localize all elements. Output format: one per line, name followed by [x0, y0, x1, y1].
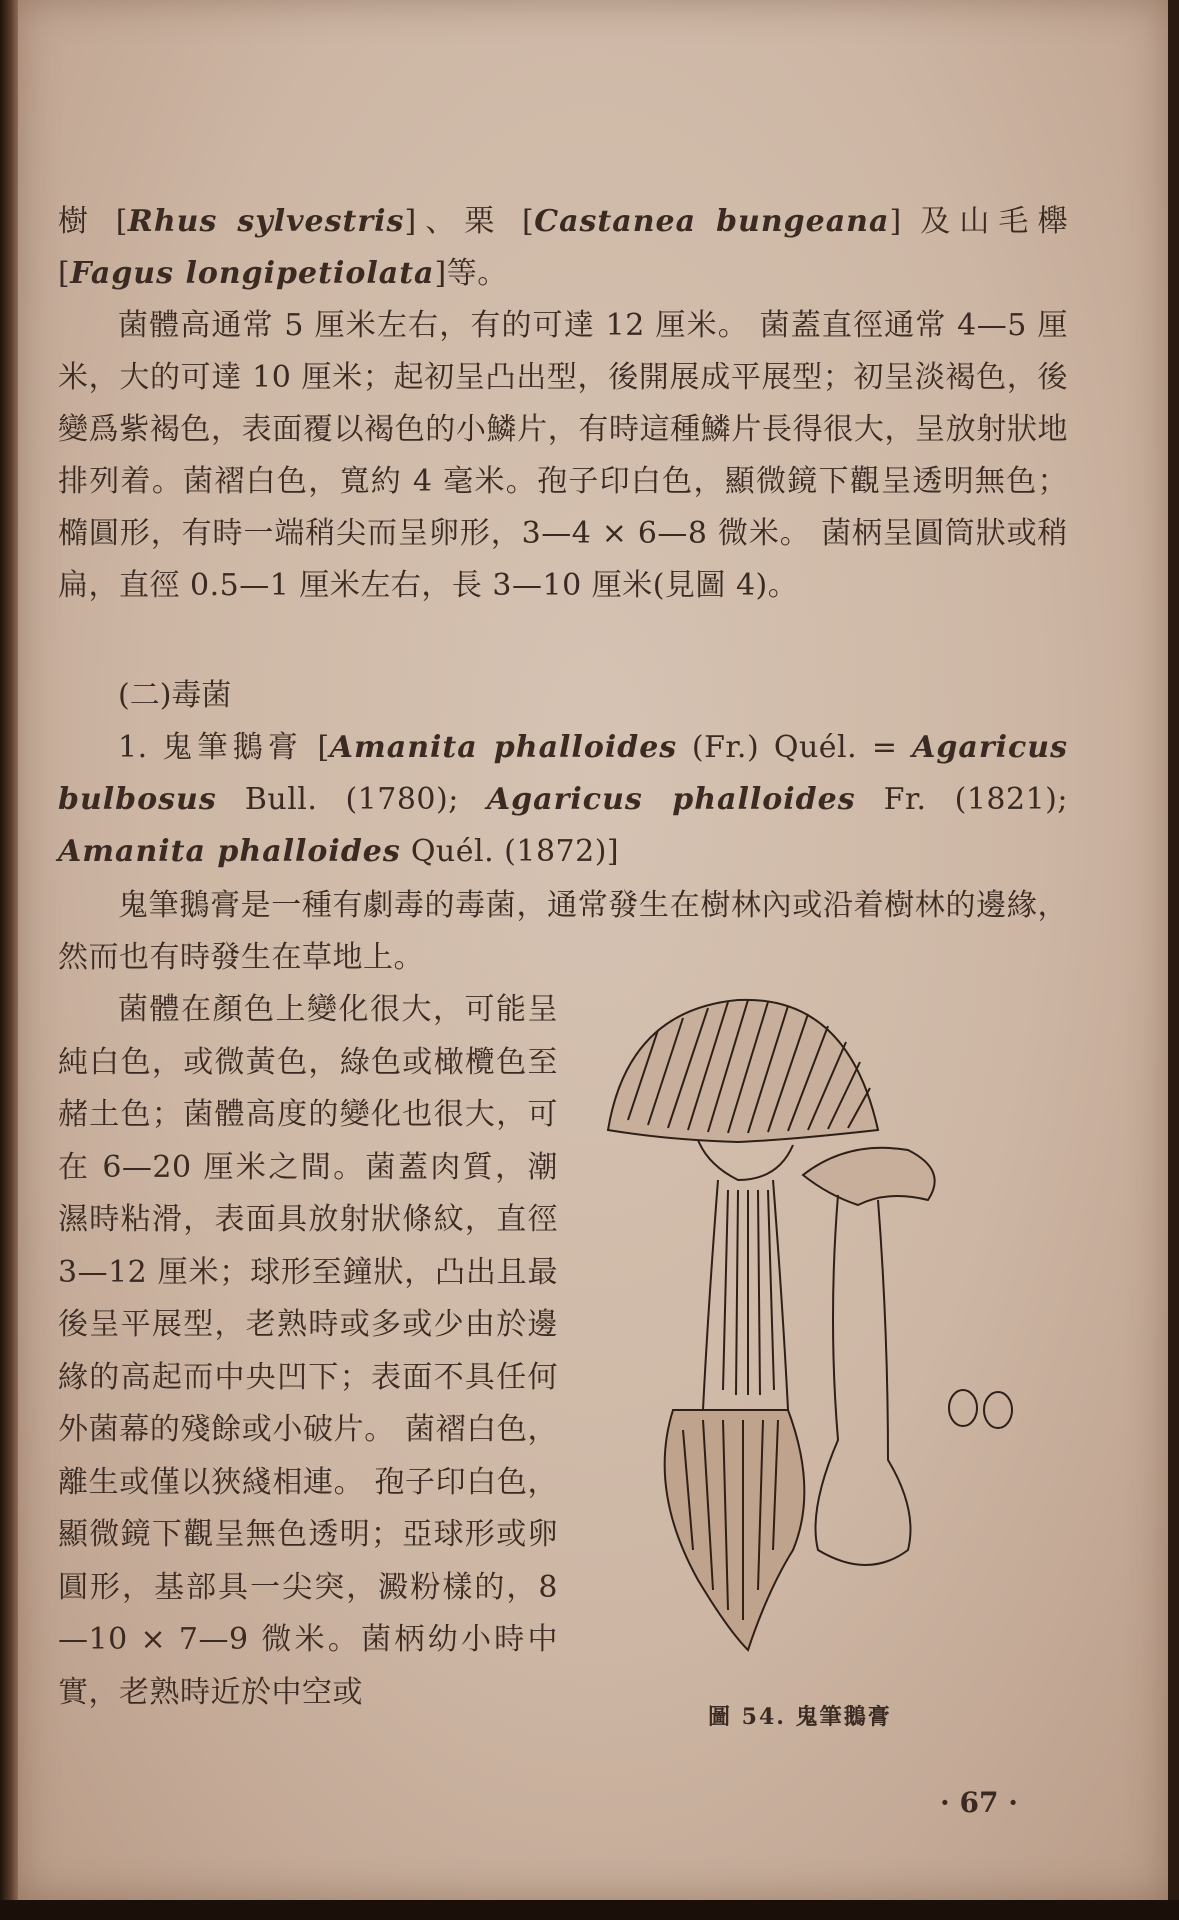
- latin-name: Agaricus phalloides: [486, 782, 856, 817]
- paragraph-host-trees: 樹 [Rhus sylvestris]、栗 [Castanea bungeana] 及山毛櫸 [Fagus longipetiolata]等。: [58, 204, 1068, 291]
- latin-name: Amanita phalloides: [329, 730, 678, 765]
- mushroom-drawing-icon: [588, 990, 1078, 1670]
- page-bottom-edge: [0, 1900, 1179, 1920]
- paragraph-habitat: 鬼筆鵝膏是一種有劇毒的毒菌，通常發生在樹林內或沿着樹林的邊緣，然而也有時發生在草地上。: [58, 888, 1068, 975]
- page-number: · 67 ·: [940, 1786, 1018, 1819]
- mushroom-illustration: [588, 990, 1078, 1670]
- book-page: [18, 0, 1168, 1900]
- latin-name: Agaricus bulbosus: [58, 730, 1069, 817]
- paragraph-description-2: 菌體在顏色上變化很大，可能呈純白色，或微黃色，綠色或橄欖色至赭土色；菌體高度的變化也很大，可在 6—20 厘米之間。菌蓋肉質，潮濕時粘滑，表面具放射狀條紋，直徑 3—12 厘米；球形至鐘狀，凸出且最後呈平展型，老熟時或多或少由於邊緣的高起而中央凹下；表面不具任何外菌幕的殘餘或小破片。 菌褶白色，離生或僅以狹綫相連。 孢子印白色，顯微鏡下觀呈無色透明；亞球形或卵圓形，基部具一尖突，澱粉樣的，8—10 × 7—9 微米。菌柄幼小時中實，老熟時近於中空或: [58, 992, 558, 1710]
- latin-name: Fagus longipetiolata: [70, 256, 435, 291]
- latin-name: Amanita phalloides: [58, 834, 401, 869]
- latin-name: Castanea bungeana: [534, 204, 890, 239]
- section-heading: (二)毒菌: [118, 678, 232, 713]
- book-spine: [0, 0, 18, 1920]
- paragraph-species-name: 1. 鬼筆鵝膏 [Amanita phalloides (Fr.) Quél. = Agaricus bulbosus Bull. (1780); Agaricus phalloides Fr. (1821); Amanita phalloides Quél. (1872)]: [58, 730, 1069, 869]
- paragraph-description-1: 菌體高通常 5 厘米左右，有的可達 12 厘米。 菌蓋直徑通常 4—5 厘米，大的可達 10 厘米；起初呈凸出型，後開展成平展型；初呈淡褐色，後變爲紫褐色，表面覆以褐色的小鱗片，有時這種鱗片長得很大，呈放射狀地排列着。菌褶白色，寬約 4 毫米。孢子印白色，顯微鏡下觀呈透明無色；橢圓形，有時一端稍尖而呈卵形，3—4 × 6—8 微米。 菌柄呈圓筒狀或稍扁，直徑 0.5—1 厘米左右，長 3—10 厘米(見圖 4)。: [58, 308, 1068, 603]
- figure-caption: 圖 54. 鬼筆鵝膏: [708, 1704, 892, 1730]
- latin-name: Rhus sylvestris: [127, 204, 405, 239]
